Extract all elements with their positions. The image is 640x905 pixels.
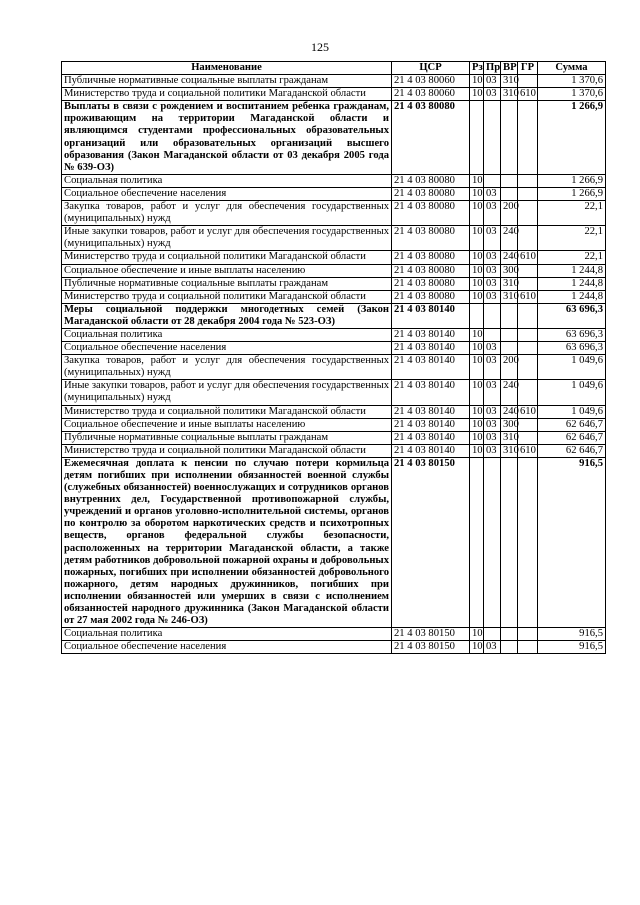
cell-name: Министерство труда и социальной политики Магаданской области (62, 88, 392, 101)
cell-rz: 10 (470, 187, 484, 200)
table-row (62, 174, 606, 187)
cell-rz: 10 (470, 342, 484, 355)
cell-vr: 200 (501, 355, 518, 380)
cell-name: Социальное обеспечение населения (62, 342, 392, 355)
cell-vr (501, 303, 518, 328)
cell-sum: 916,5 (538, 457, 606, 627)
cell-csr: 21 4 03 80140 (392, 418, 470, 431)
cell-sum: 62 646,7 (538, 431, 606, 444)
cell-name: Министерство труда и социальной политики Магаданской области (62, 405, 392, 418)
cell-gr (518, 342, 538, 355)
cell-pr: 03 (484, 641, 501, 654)
cell-rz (470, 303, 484, 328)
cell-vr: 310 (501, 431, 518, 444)
cell-vr (501, 328, 518, 341)
cell-vr: 310 (501, 75, 518, 88)
table-row (62, 251, 606, 264)
cell-rz: 10 (470, 431, 484, 444)
cell-vr (501, 187, 518, 200)
cell-name: Публичные нормативные социальные выплаты гражданам (62, 277, 392, 290)
table-row (62, 380, 606, 405)
cell-csr: 21 4 03 80060 (392, 88, 470, 101)
cell-csr: 21 4 03 80080 (392, 290, 470, 303)
table-row (62, 342, 606, 355)
cell-gr: 610 (518, 251, 538, 264)
cell-sum: 1 244,8 (538, 264, 606, 277)
cell-rz: 10 (470, 264, 484, 277)
cell-pr: 03 (484, 75, 501, 88)
cell-csr: 21 4 03 80080 (392, 251, 470, 264)
cell-name: Публичные нормативные социальные выплаты гражданам (62, 431, 392, 444)
cell-vr: 300 (501, 418, 518, 431)
cell-vr: 200 (501, 201, 518, 226)
header-csr: ЦСР (392, 62, 470, 75)
cell-gr (518, 303, 538, 328)
cell-vr (501, 628, 518, 641)
cell-sum: 1 244,8 (538, 277, 606, 290)
cell-vr: 300 (501, 264, 518, 277)
cell-pr: 03 (484, 380, 501, 405)
cell-sum: 916,5 (538, 628, 606, 641)
header-vr: ВР (501, 62, 518, 75)
cell-vr: 310 (501, 277, 518, 290)
cell-name: Выплаты в связи с рождением и воспитанием ребенка гражданам, проживающим на территории Магаданской области и являющимся студентами профессиональных образовательных организаций или образовательных организаций высшего образования (Закон Магаданской области от 03 декабря 2005 года № 639-ОЗ) (62, 101, 392, 175)
table-row (62, 277, 606, 290)
cell-pr (484, 174, 501, 187)
table-row (62, 88, 606, 101)
page-number: 125 (311, 40, 329, 54)
cell-gr (518, 187, 538, 200)
cell-name: Закупка товаров, работ и услуг для обеспечения государственных (муниципальных) нужд (62, 355, 392, 380)
cell-sum: 1 266,9 (538, 187, 606, 200)
cell-name: Социальное обеспечение населения (62, 187, 392, 200)
cell-rz: 10 (470, 251, 484, 264)
cell-sum: 63 696,3 (538, 342, 606, 355)
cell-sum: 1 370,6 (538, 75, 606, 88)
cell-rz: 10 (470, 418, 484, 431)
cell-vr (501, 342, 518, 355)
table-row (62, 641, 606, 654)
cell-gr (518, 641, 538, 654)
table-row (62, 226, 606, 251)
cell-rz: 10 (470, 290, 484, 303)
cell-csr: 21 4 03 80140 (392, 303, 470, 328)
cell-pr: 03 (484, 405, 501, 418)
cell-name: Министерство труда и социальной политики Магаданской области (62, 444, 392, 457)
cell-sum: 62 646,7 (538, 418, 606, 431)
cell-gr (518, 174, 538, 187)
cell-vr: 240 (501, 226, 518, 251)
cell-csr: 21 4 03 80150 (392, 457, 470, 627)
cell-gr (518, 418, 538, 431)
cell-sum: 22,1 (538, 251, 606, 264)
cell-name: Социальная политика (62, 628, 392, 641)
cell-rz: 10 (470, 328, 484, 341)
cell-gr (518, 75, 538, 88)
cell-sum: 63 696,3 (538, 328, 606, 341)
cell-gr (518, 101, 538, 175)
cell-rz: 10 (470, 277, 484, 290)
cell-sum: 62 646,7 (538, 444, 606, 457)
cell-gr: 610 (518, 444, 538, 457)
cell-pr: 03 (484, 342, 501, 355)
table-row (62, 355, 606, 380)
cell-pr (484, 328, 501, 341)
cell-pr: 03 (484, 355, 501, 380)
table-row (62, 628, 606, 641)
cell-sum: 916,5 (538, 641, 606, 654)
cell-name: Социальная политика (62, 174, 392, 187)
header-name: Наименование (62, 62, 392, 75)
cell-name: Публичные нормативные социальные выплаты гражданам (62, 75, 392, 88)
cell-gr (518, 380, 538, 405)
cell-name: Социальное обеспечение населения (62, 641, 392, 654)
table-header-row (62, 62, 606, 75)
cell-vr: 310 (501, 290, 518, 303)
budget-table (61, 61, 606, 654)
cell-pr: 03 (484, 277, 501, 290)
cell-name: Министерство труда и социальной политики Магаданской области (62, 290, 392, 303)
cell-csr: 21 4 03 80080 (392, 264, 470, 277)
cell-sum: 1 370,6 (538, 88, 606, 101)
cell-csr: 21 4 03 80080 (392, 174, 470, 187)
cell-sum: 1 049,6 (538, 355, 606, 380)
table-row (62, 264, 606, 277)
cell-pr: 03 (484, 290, 501, 303)
cell-sum: 63 696,3 (538, 303, 606, 328)
cell-rz: 10 (470, 380, 484, 405)
cell-gr (518, 355, 538, 380)
cell-gr (518, 226, 538, 251)
table-row (62, 75, 606, 88)
cell-gr (518, 277, 538, 290)
cell-rz (470, 457, 484, 627)
cell-rz (470, 101, 484, 175)
cell-gr (518, 628, 538, 641)
cell-sum: 1 244,8 (538, 290, 606, 303)
cell-sum: 1 266,9 (538, 174, 606, 187)
cell-csr: 21 4 03 80080 (392, 201, 470, 226)
table-body (62, 75, 606, 654)
cell-pr: 03 (484, 251, 501, 264)
cell-rz: 10 (470, 405, 484, 418)
cell-vr (501, 174, 518, 187)
cell-gr: 610 (518, 405, 538, 418)
cell-name: Иные закупки товаров, работ и услуг для обеспечения государственных (муниципальных) нужд (62, 226, 392, 251)
cell-name: Меры социальной поддержки многодетных семей (Закон Магаданской области от 28 декабря 2004 года № 523-ОЗ) (62, 303, 392, 328)
cell-rz: 10 (470, 75, 484, 88)
table-row (62, 418, 606, 431)
cell-csr: 21 4 03 80060 (392, 75, 470, 88)
cell-csr: 21 4 03 80140 (392, 405, 470, 418)
header-sum: Сумма (538, 62, 606, 75)
cell-sum: 22,1 (538, 226, 606, 251)
cell-gr: 610 (518, 88, 538, 101)
cell-vr: 240 (501, 405, 518, 418)
cell-pr: 03 (484, 187, 501, 200)
table-row (62, 290, 606, 303)
cell-csr: 21 4 03 80080 (392, 101, 470, 175)
cell-pr: 03 (484, 431, 501, 444)
cell-rz: 10 (470, 226, 484, 251)
cell-rz: 10 (470, 201, 484, 226)
cell-name: Социальная политика (62, 328, 392, 341)
cell-gr (518, 264, 538, 277)
cell-sum: 22,1 (538, 201, 606, 226)
cell-csr: 21 4 03 80080 (392, 277, 470, 290)
table-row (62, 303, 606, 328)
header-gr: ГР (518, 62, 538, 75)
cell-pr: 03 (484, 418, 501, 431)
cell-rz: 10 (470, 88, 484, 101)
cell-vr: 240 (501, 251, 518, 264)
cell-csr: 21 4 03 80080 (392, 226, 470, 251)
table-row (62, 405, 606, 418)
cell-csr: 21 4 03 80140 (392, 444, 470, 457)
cell-rz: 10 (470, 444, 484, 457)
table-row (62, 457, 606, 627)
cell-pr (484, 628, 501, 641)
cell-pr (484, 101, 501, 175)
cell-rz: 10 (470, 174, 484, 187)
table-row (62, 201, 606, 226)
cell-gr (518, 201, 538, 226)
cell-pr (484, 303, 501, 328)
cell-name: Иные закупки товаров, работ и услуг для обеспечения государственных (муниципальных) нужд (62, 380, 392, 405)
cell-csr: 21 4 03 80140 (392, 431, 470, 444)
cell-csr: 21 4 03 80140 (392, 355, 470, 380)
cell-vr (501, 641, 518, 654)
cell-csr: 21 4 03 80150 (392, 641, 470, 654)
header-pr: Пр (484, 62, 501, 75)
cell-csr: 21 4 03 80140 (392, 328, 470, 341)
cell-vr: 240 (501, 380, 518, 405)
cell-vr (501, 101, 518, 175)
cell-vr: 310 (501, 88, 518, 101)
cell-gr: 610 (518, 290, 538, 303)
table-row (62, 328, 606, 341)
cell-rz: 10 (470, 628, 484, 641)
cell-gr (518, 328, 538, 341)
cell-vr: 310 (501, 444, 518, 457)
cell-csr: 21 4 03 80080 (392, 187, 470, 200)
cell-sum: 1 266,9 (538, 101, 606, 175)
table-row (62, 187, 606, 200)
table-row (62, 444, 606, 457)
cell-pr (484, 457, 501, 627)
cell-name: Министерство труда и социальной политики Магаданской области (62, 251, 392, 264)
table-row (62, 101, 606, 175)
cell-pr: 03 (484, 264, 501, 277)
cell-rz: 10 (470, 355, 484, 380)
cell-gr (518, 457, 538, 627)
cell-csr: 21 4 03 80140 (392, 342, 470, 355)
table-row (62, 431, 606, 444)
cell-vr (501, 457, 518, 627)
header-rz: Рз (470, 62, 484, 75)
cell-csr: 21 4 03 80150 (392, 628, 470, 641)
cell-pr: 03 (484, 444, 501, 457)
cell-name: Социальное обеспечение и иные выплаты населению (62, 418, 392, 431)
cell-sum: 1 049,6 (538, 380, 606, 405)
cell-name: Закупка товаров, работ и услуг для обеспечения государственных (муниципальных) нужд (62, 201, 392, 226)
cell-pr: 03 (484, 226, 501, 251)
cell-pr: 03 (484, 201, 501, 226)
cell-pr: 03 (484, 88, 501, 101)
cell-rz: 10 (470, 641, 484, 654)
cell-gr (518, 431, 538, 444)
cell-csr: 21 4 03 80140 (392, 380, 470, 405)
cell-name: Социальное обеспечение и иные выплаты населению (62, 264, 392, 277)
cell-name: Ежемесячная доплата к пенсии по случаю потери кормильца детям погибших при исполнении обязанностей военной службы (служебных обязанностей) военнослужащих и сотрудников органов внутренних дел, Государственной противопожарной службы, учреждений и органов уголовно-исполнительной системы, органов по контролю за оборотом наркотических средств и психотропных веществ, органов федеральной службы безопасности, расположенных на территории Магаданской области, а также детям работников добровольной пожарной охраны и добровольных пожарных, погибших при исполнении обязанностей добровольного пожарного, детям народных дружинников, погибших при исполнении обязанностей или умерших в связи с исполнением обязанностей народного дружинника (Закон Магаданской области от 27 мая 2002 года № 246-ОЗ) (62, 457, 392, 627)
cell-sum: 1 049,6 (538, 405, 606, 418)
